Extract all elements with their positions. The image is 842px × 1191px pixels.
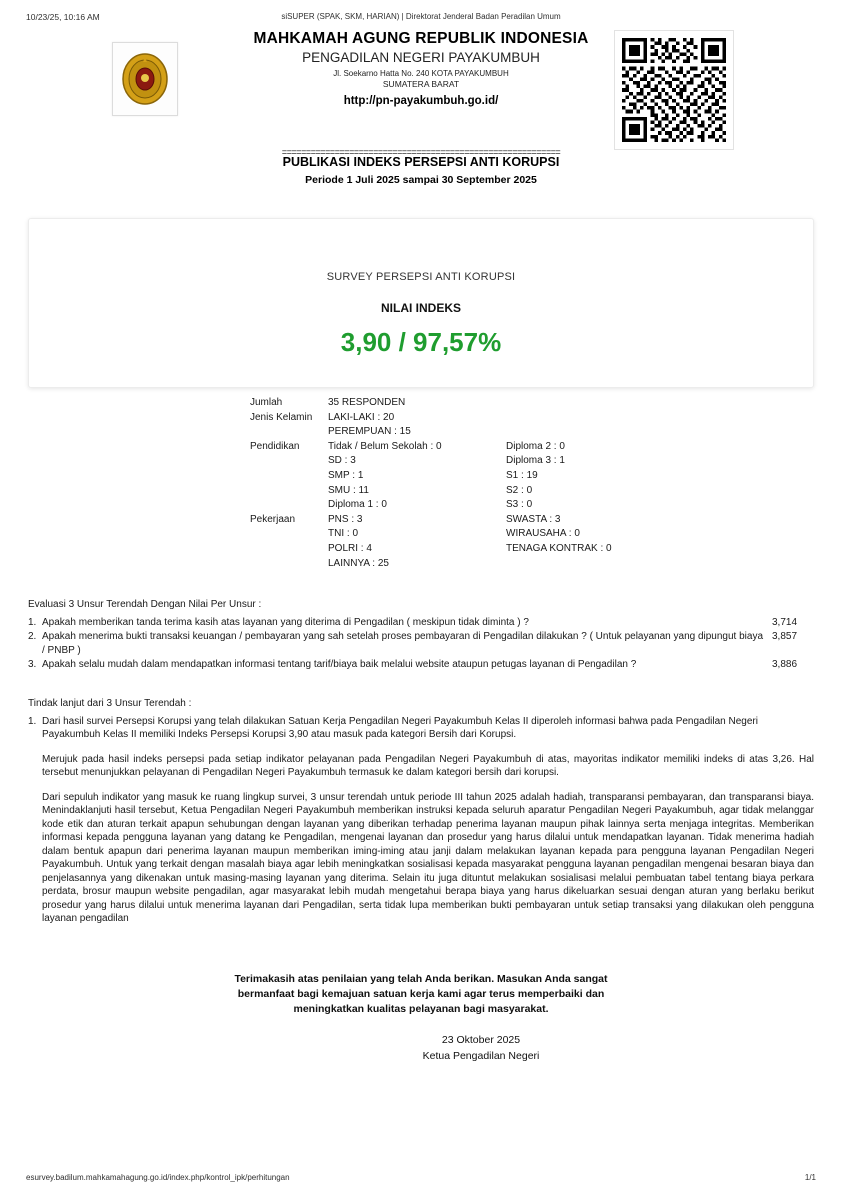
- footer-url: esurvey.badilum.mahkamahagung.go.id/index.php/kontrol_ipk/perhitungan: [26, 1173, 290, 1182]
- index-card: [28, 218, 814, 388]
- stats-label: [250, 542, 328, 557]
- item-number: 3.: [28, 659, 37, 670]
- stats-value-right: TENAGA KONTRAK : 0: [506, 542, 612, 554]
- stats-value-right: [506, 396, 810, 411]
- stats-label: [250, 425, 328, 440]
- stats-value-right: Diploma 2 : 0: [506, 440, 565, 452]
- stats-label: Pekerjaan: [250, 513, 296, 525]
- item-number: 2.: [28, 631, 37, 642]
- letterhead: [0, 30, 842, 158]
- qr-code-graphic: [622, 38, 726, 142]
- stats-value-left: SMP : 1: [328, 469, 364, 481]
- thanks-line-1: Terimakasih atas penilaian yang telah Anda berikan. Masukan Anda sangat: [234, 973, 608, 985]
- item-number: 1.: [28, 616, 37, 628]
- stats-value-right: S3 : 0: [506, 499, 533, 511]
- print-header: [0, 12, 842, 21]
- qr-code: [614, 30, 734, 150]
- stats-label: [250, 527, 328, 542]
- evaluation-item: [28, 630, 814, 657]
- stats-label: [250, 557, 328, 572]
- stats-value-left: LAINNYA : 25: [328, 557, 389, 569]
- stats-value-left: 35 RESPONDEN: [328, 397, 406, 408]
- thanks-line-3: meningkatkan kualitas pelayanan bagi masyarakat.: [293, 1003, 549, 1015]
- stats-row: [250, 484, 810, 499]
- stats-label: Pendidikan: [250, 440, 300, 452]
- thanks-message: [0, 972, 842, 1017]
- item-text: Apakah selalu mudah dalam mendapatkan informasi tentang tarif/biaya baik melalui website ataupun petugas layanan di Pengadilan ?: [42, 659, 637, 670]
- stats-label: Jenis Kelamin: [250, 411, 313, 423]
- stats-row: [250, 425, 810, 440]
- stats-value-right: SWASTA : 3: [506, 513, 561, 525]
- stats-row: [250, 498, 810, 513]
- stats-value-left: PEREMPUAN : 15: [328, 426, 411, 438]
- item-number: 1.: [28, 715, 37, 727]
- item-text: Apakah memberikan tanda terima kasih atas layanan yang diterima di Pengadilan ( meskipun tidak diminta ) ?: [42, 616, 529, 628]
- stats-row: [250, 454, 810, 469]
- stats-label: [250, 454, 328, 469]
- stats-row: [250, 469, 810, 484]
- follow-up-paragraph-3: Dari sepuluh indikator yang masuk ke ruang lingkup survei, 3 unsur terendah untuk periode III tahun 2025 adalah hadiah, transparansi pembayaran, dan transparansi biaya. Menindaklanjuti hasil tersebut, Ketua Pengadilan Negeri Payakumbuh memberikan instruksi kepada seluruh aparatur Pengadilan Negeri Payakumbuh, agar tidak melanggar kode etik dan aturan terkait apapun sehubungan dengan layanan yang diberikan terhadap penerima layanan maupun pihak lainnya serta menjaga integritas. Memberikan informasi kepada pengguna layanan yang datang ke Pengadilan, mengenai layanan dan prosedur yang harus dilalui untuk mendapatkan layanan. Tidak menerima hadiah dalam bentuk apapun dari penerima layanan maupun memberikan iming-iming atau janji dalam melakukan layanan kepada para pengguna layanan Pengadilan Negeri Payakumbuh. Untuk yang terkait dengan masalah biaya agar lebih meningkatkan sosialisasi kepada masyarakat pengguna layanan pengadilan mengenai besaran biaya dan penjelasannya yang dikenakan untuk masing-masing layanan yang diterima. Selain itu juga dituntut melakukan sosialisasi melalui pembuatan tabel tentang biaya perkara perdata, brosur maupun website pengadilan, agar masyarakat lebih mudah mengetahui berapa biaya yang harus dikeluarkan sesuai dengan aturan yang berlaku berikut prosedur yang harus dilalui untuk menerima layanan dari Pengadilan, serta tidak lupa memberikan bukti pembayaran untuk setiap transaksi yang dilakukan oleh pengguna layanan pengadilan: [42, 791, 814, 924]
- stats-value-left: SMU : 11: [328, 484, 369, 496]
- institution-name: MAHKAMAH AGUNG REPUBLIK INDONESIA: [253, 30, 589, 47]
- stats-value-right: S1 : 19: [506, 469, 538, 481]
- evaluation-section: [28, 598, 814, 673]
- stats-value-right: Diploma 3 : 1: [506, 455, 565, 467]
- publication-title-block: [0, 155, 842, 186]
- signature-title: Ketua Pengadilan Negeri: [422, 1050, 540, 1062]
- court-name: PENGADILAN NEGERI PAYAKUMBUH: [302, 50, 540, 65]
- stats-row: [250, 440, 810, 455]
- follow-up-section: [28, 697, 814, 926]
- stats-value-left: Tidak / Belum Sekolah : 0: [328, 440, 442, 452]
- index-value: 3,90 / 97,57%: [340, 327, 502, 357]
- print-date: 10/23/25, 10:16 AM: [26, 12, 100, 22]
- evaluation-item: [28, 658, 814, 672]
- follow-up-heading: Tindak lanjut dari 3 Unsur Terendah :: [28, 698, 192, 709]
- stats-row: [250, 557, 810, 572]
- stats-label: [250, 469, 328, 484]
- stats-label: Jumlah: [250, 397, 283, 408]
- respondent-stats: [250, 396, 810, 571]
- stats-row: [250, 542, 810, 557]
- page-number: 1/1: [804, 1173, 816, 1182]
- stats-value-left: TNI : 0: [328, 528, 359, 540]
- court-website: http://pn-payakumbuh.go.id/: [343, 95, 499, 107]
- publication-period: Periode 1 Juli 2025 sampai 30 September 2025: [305, 174, 537, 186]
- stats-value-right: [506, 411, 810, 426]
- stats-label: [250, 498, 328, 513]
- stats-value-right: [506, 557, 810, 572]
- thanks-line-2: bermanfaat bagi kemajuan satuan kerja kami agar terus memperbaiki dan: [237, 988, 605, 1000]
- signature-date: 23 Oktober 2025: [441, 1034, 521, 1046]
- item-value: 3,857: [772, 631, 798, 642]
- page-title: PUBLIKASI INDEKS PERSEPSI ANTI KORUPSI: [282, 155, 560, 169]
- court-province: SUMATERA BARAT: [382, 79, 460, 89]
- court-address: Jl. Soekarno Hatta No. 240 KOTA PAYAKUMBUH: [333, 69, 509, 78]
- stats-row: [250, 411, 810, 426]
- index-label: NILAI INDEKS: [380, 301, 461, 315]
- browser-page-title: siSUPER (SPAK, SKM, HARIAN) | Direktorat Jenderal Badan Peradilan Umum: [281, 12, 561, 21]
- stats-value-left: PNS : 3: [328, 513, 363, 525]
- follow-up-item: [28, 715, 814, 742]
- follow-up-paragraph-2: Merujuk pada hasil indeks persepsi pada setiap indikator pelayanan pada Pengadilan Negeri Payakumbuh di atas, mayoritas indikator memiliki indeks di atas 3,26. Hal tersebut menunjukkan pelayanan di Pengadilan Negeri Payakumbuh termasuk ke dalam kategori bersih dari korupsi.: [42, 753, 814, 778]
- stats-value-left: POLRI : 4: [328, 542, 372, 554]
- stats-row: [250, 513, 810, 528]
- stats-value-right: S2 : 0: [506, 484, 533, 496]
- item-text: Apakah menerima bukti transaksi keuangan / pembayaran yang sah setelah proses pembayaran di Pengadilan dilakukan ? ( Untuk pelayanan yang dipungut biaya / PNBP ): [42, 631, 764, 656]
- stats-value-right: [506, 425, 810, 440]
- stats-value-left: SD : 3: [328, 455, 356, 467]
- stats-value-left: Diploma 1 : 0: [328, 499, 387, 511]
- stats-row: [250, 527, 810, 542]
- item-value: 3,714: [772, 616, 798, 628]
- evaluation-item: [28, 616, 814, 630]
- item-text: Dari hasil survei Persepsi Korupsi yang telah dilakukan Satuan Kerja Pengadilan Negeri Payakumbuh Kelas II diperoleh informasi bahwa pada Pengadilan Negeri Payakumbuh Kelas II memiliki Indeks Persepsi Korupsi 3,90 atau masuk pada kategori Bersih dari Korupsi.: [42, 715, 758, 740]
- stats-label: [250, 484, 328, 499]
- stats-value-right: WIRAUSAHA : 0: [506, 528, 580, 540]
- stats-row: [250, 396, 810, 411]
- stats-value-left: LAKI-LAKI : 20: [328, 411, 395, 423]
- letterhead-divider: ==========================================================: [281, 148, 561, 158]
- evaluation-heading: Evaluasi 3 Unsur Terendah Dengan Nilai Per Unsur :: [28, 599, 262, 610]
- signature-block: [0, 1032, 842, 1064]
- item-value: 3,886: [772, 659, 798, 670]
- survey-name: SURVEY PERSEPSI ANTI KORUPSI: [326, 271, 516, 283]
